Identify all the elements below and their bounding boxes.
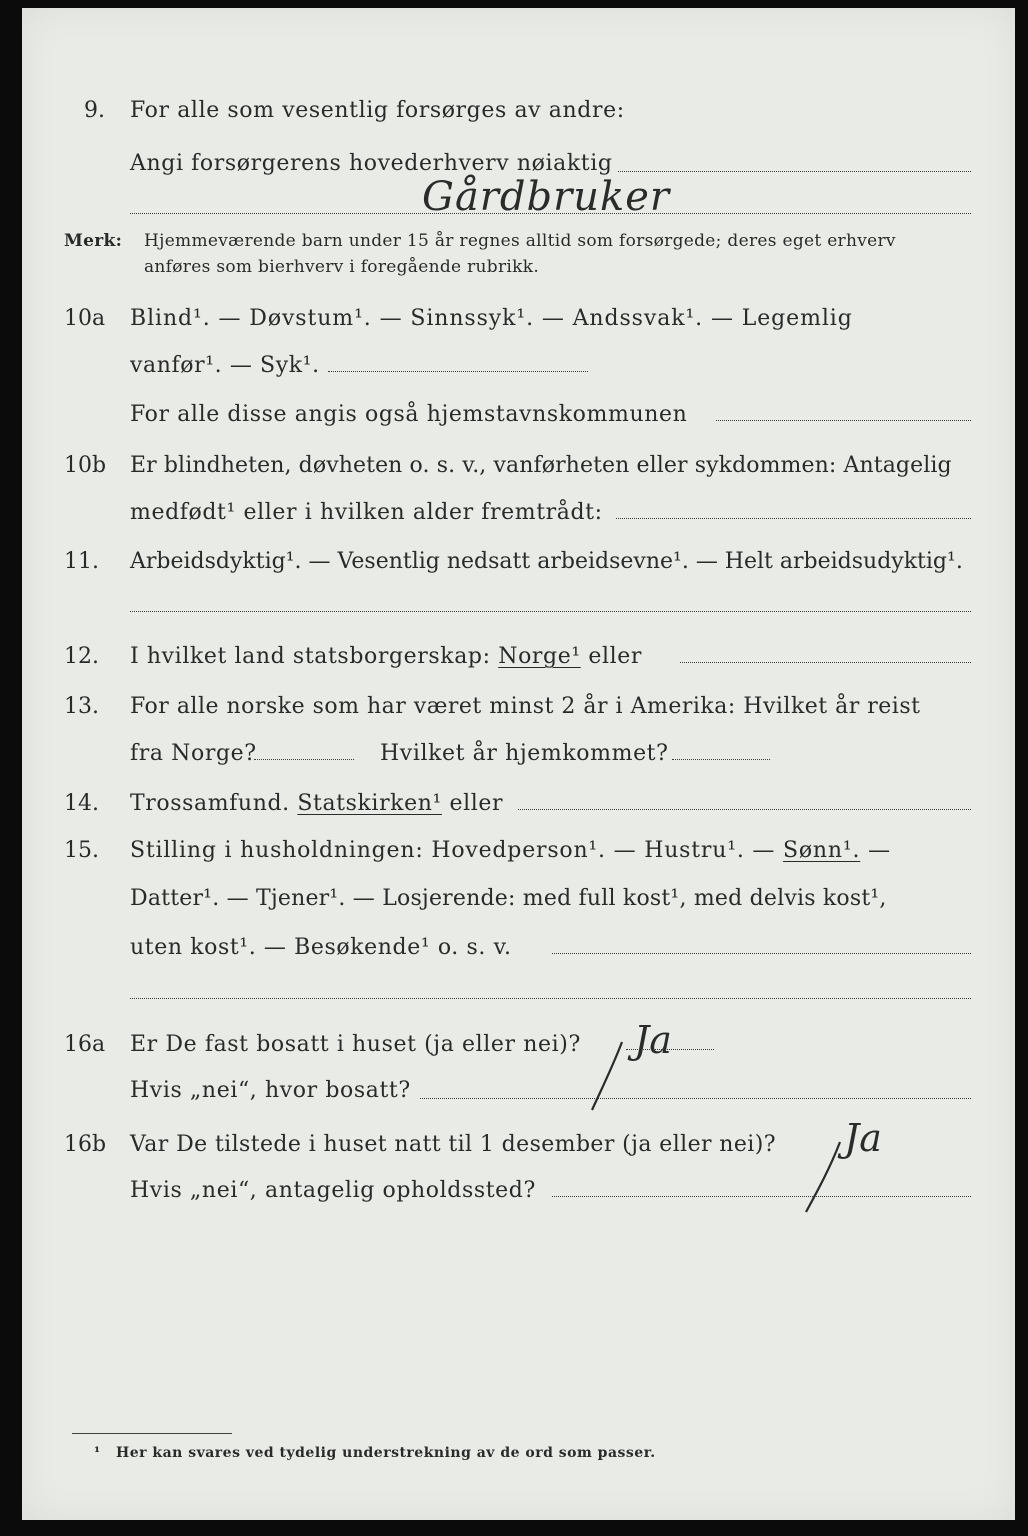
q13-line2a: fra Norge? (130, 741, 257, 766)
q15-line1 (130, 838, 891, 864)
q16a-number: 16a (64, 1032, 106, 1057)
q15-line1a: Stilling i husholdningen: Hovedperson¹. — Hustru¹. — (130, 838, 776, 863)
q15-number: 15. (64, 838, 99, 863)
q9-handwritten-answer: Gårdbruker (422, 174, 671, 220)
q13-line1: For alle norske som har været minst 2 år i Amerika: Hvilket år reist (130, 694, 921, 719)
q10b-number: 10b (64, 453, 107, 478)
q9-answer-line (618, 171, 971, 172)
q10a-number: 10a (64, 306, 106, 331)
q12-text (130, 644, 642, 670)
footnote-mark: ¹ (94, 1445, 101, 1461)
q14-fill (518, 809, 971, 810)
q9-line1: For alle som vesentlig forsørges av andre: (130, 98, 625, 123)
q10b-line2-fill (616, 518, 971, 519)
q10b-line2: medfødt¹ eller i hvilken alder fremtrådt: (130, 500, 603, 525)
q12-pre: I hvilket land statsborgerskap: (130, 644, 491, 669)
q11-fill (130, 611, 971, 612)
q16b-number: 16b (64, 1132, 107, 1157)
q13-number: 13. (64, 694, 99, 719)
q13-line2b: Hvilket år hjemkommet? (380, 741, 669, 766)
q15-line2: Datter¹. — Tjener¹. — Losjerende: med full kost¹, med delvis kost¹, (130, 886, 887, 911)
footnote-text: Her kan svares ved tydelig understrekning av de ord som passer. (116, 1445, 656, 1461)
q16a-line1: Er De fast bosatt i huset (ja eller nei)? (130, 1032, 581, 1057)
q14-text (130, 791, 503, 817)
q14-pre: Trossamfund. (130, 791, 290, 816)
q16b-ditto-mark-icon (798, 1138, 848, 1218)
q10a-line2: vanfør¹. — Syk¹. (130, 353, 320, 378)
merk-line1: Hjemmeværende barn under 15 år regnes alltid som forsørgede; deres eget erhverv (144, 231, 896, 251)
q15-fill (552, 953, 971, 954)
q16b-line1: Var De tilstede i huset natt til 1 desember (ja eller nei)? (130, 1132, 776, 1157)
q16b-handwritten-answer: Ja (844, 1116, 882, 1160)
q16b-line2-fill (552, 1196, 971, 1197)
merk-label: Merk: (64, 231, 123, 251)
q16a-handwritten-answer: Ja (634, 1018, 672, 1062)
q10a-line1: Blind¹. — Døvstum¹. — Sinnssyk¹. — Andssvak¹. — Legemlig (130, 306, 853, 331)
q9-line2: Angi forsørgerens hovederhverv nøiaktig (130, 151, 613, 176)
q9-number: 9. (84, 98, 105, 123)
q14-statskirken: Statskirken¹ (297, 791, 442, 816)
q13-year-left-fill (254, 759, 354, 760)
q12-norge: Norge¹ (498, 644, 581, 669)
q16a-line2-fill (420, 1098, 971, 1099)
q16a-ditto-mark-icon (582, 1038, 632, 1118)
q9-answer-line-2 (130, 213, 971, 214)
q12-post: eller (588, 644, 642, 669)
q15-line3: uten kost¹. — Besøkende¹ o. s. v. (130, 935, 512, 960)
census-form-page (22, 8, 1015, 1520)
q16a-fill (626, 1049, 714, 1050)
q10b-line1: Er blindheten, døvheten o. s. v., vanførheten eller sykdommen: Antagelig (130, 453, 952, 478)
q14-post: eller (449, 791, 504, 816)
q15-line1b: — (868, 838, 891, 863)
q10a-line3-fill (716, 420, 971, 421)
q12-fill (680, 662, 971, 663)
q15-sonn: Sønn¹. (783, 838, 861, 863)
q11-number: 11. (64, 549, 99, 574)
q12-number: 12. (64, 644, 99, 669)
q14-number: 14. (64, 791, 99, 816)
q16b-line2: Hvis „nei“, antagelig opholdssted? (130, 1178, 536, 1203)
q10a-line3: For alle disse angis også hjemstavnskommunen (130, 402, 688, 427)
q10a-line2-fill (328, 371, 588, 372)
q15-fill-2 (130, 998, 971, 999)
q16a-line2: Hvis „nei“, hvor bosatt? (130, 1078, 411, 1103)
merk-line2: anføres som bierhverv i foregående rubrikk. (144, 257, 540, 277)
q11-line1: Arbeidsdyktig¹. — Vesentlig nedsatt arbeidsevne¹. — Helt arbeidsudyktig¹. (130, 549, 963, 574)
q13-year-return-fill (672, 759, 770, 760)
footnote-rule (72, 1433, 232, 1434)
